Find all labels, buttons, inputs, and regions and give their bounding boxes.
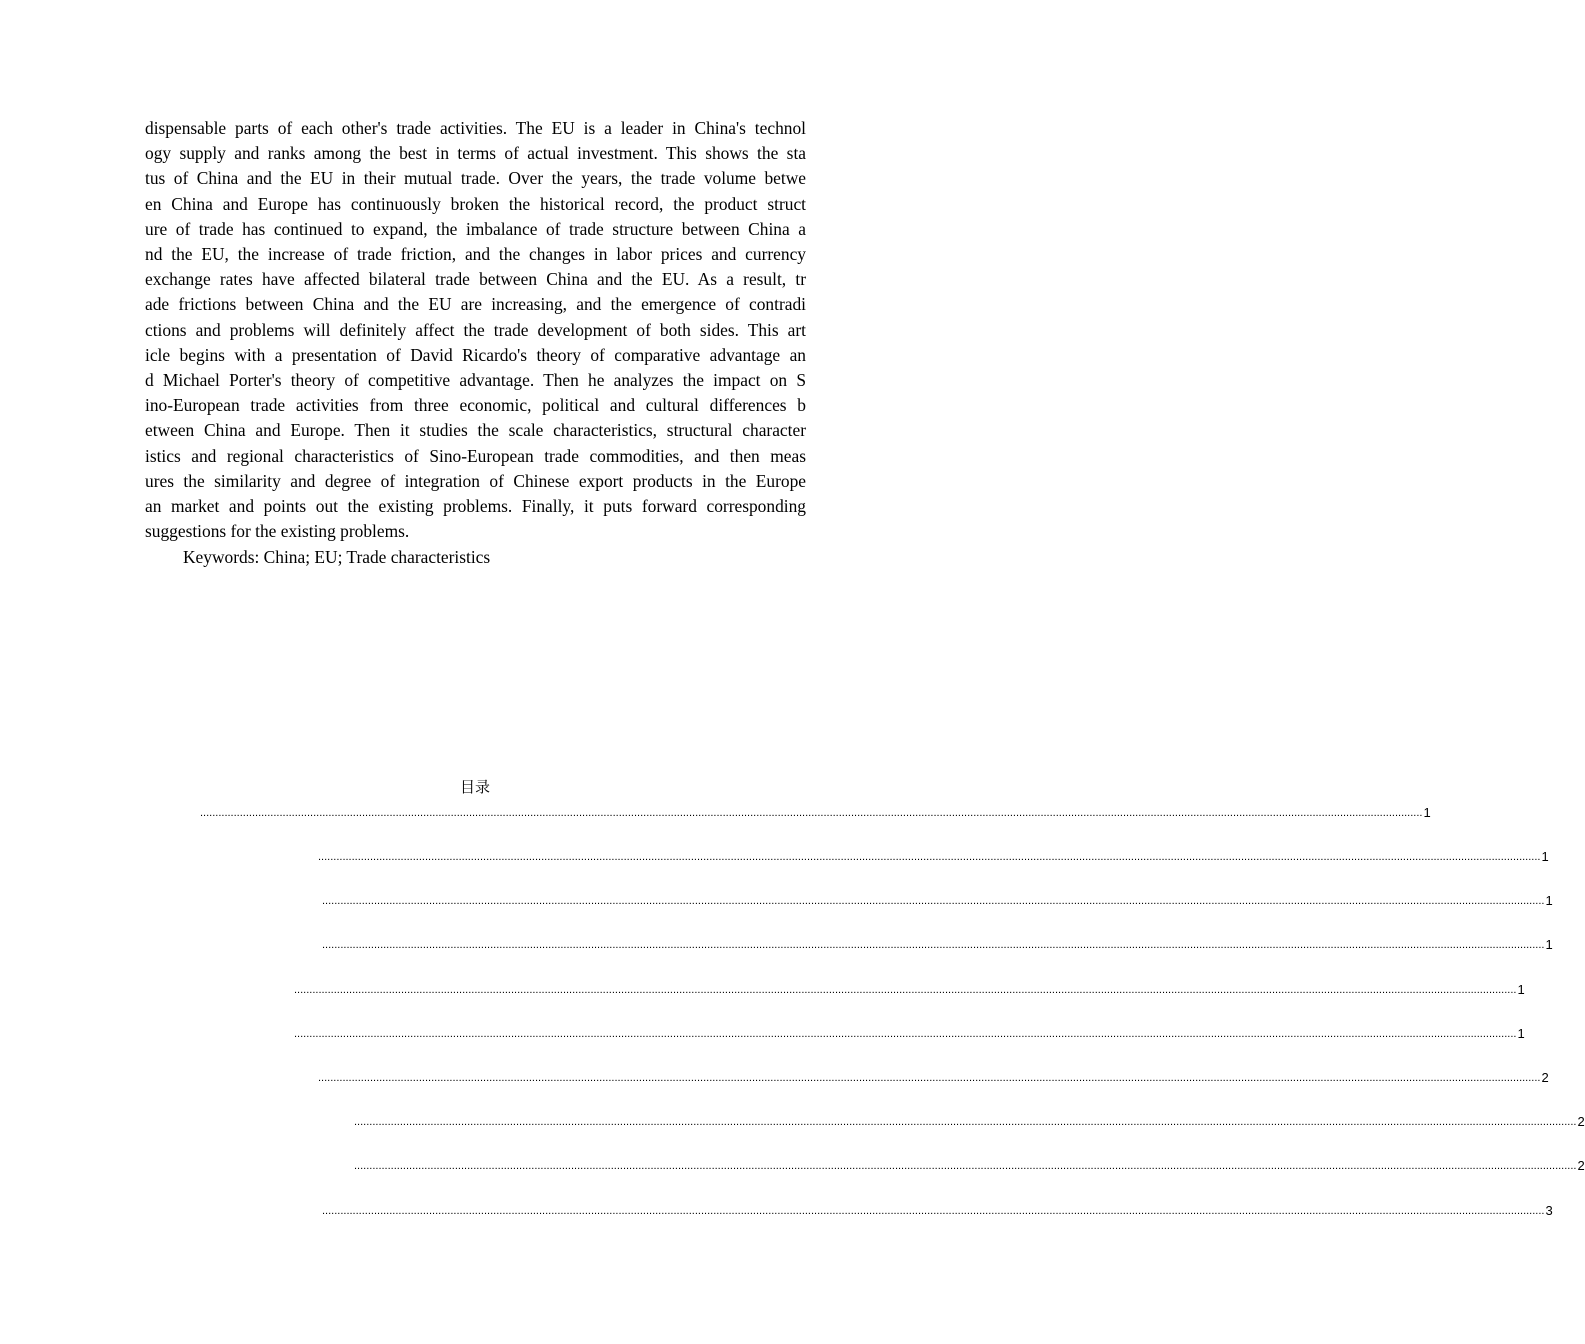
abstract-line: istics and regional characteristics of Sino-European trade commodities, and then meas: [145, 445, 806, 466]
toc-leader-dots: ................................................................................................................................................................................................................................................................................................................................................................................................................: [200, 807, 1423, 819]
abstract-line: ctions and problems will definitely affect the trade development of both sides. This art: [145, 319, 806, 340]
toc-page-number: 1: [1517, 982, 1525, 997]
toc-page-number: 1: [1545, 937, 1553, 952]
toc-entry[interactable]: [294, 1024, 1525, 1042]
abstract-line: nd the EU, the increase of trade friction, and the changes in labor prices and currency: [145, 244, 806, 265]
keywords-line: Keywords: China; EU; Trade characteristics: [183, 547, 491, 567]
toc-page-number: 1: [1541, 849, 1549, 864]
toc-leader-dots: ................................................................................................................................................................................................................................................................................................................................................................................................................: [318, 1072, 1541, 1084]
toc-page-number: 2: [1577, 1158, 1585, 1173]
abstract-line: an market and points out the existing problems. Finally, it puts forward corresponding: [145, 496, 806, 517]
abstract-line: d Michael Porter's theory of competitive advantage. Then he analyzes the impact on S: [145, 370, 806, 391]
toc-entry[interactable]: [322, 891, 1553, 909]
toc-entry[interactable]: [322, 1201, 1553, 1219]
abstract-line: dispensable parts of each other's trade activities. The EU is a leader in China's technol: [145, 118, 806, 138]
toc-page-number: 1: [1545, 893, 1553, 908]
toc-entry[interactable]: [294, 980, 1525, 998]
toc-leader-dots: ................................................................................................................................................................................................................................................................................................................................................................................................................: [354, 1116, 1577, 1128]
abstract-paragraph: [145, 116, 806, 544]
abstract-line: ade frictions between China and the EU are increasing, and the emergence of contradi: [145, 294, 806, 315]
toc-entry[interactable]: [322, 935, 1553, 953]
toc-entry[interactable]: [200, 803, 1431, 821]
abstract-line: ino-European trade activities from three economic, political and cultural differences b: [145, 395, 806, 416]
toc-leader-dots: ................................................................................................................................................................................................................................................................................................................................................................................................................: [294, 984, 1517, 996]
toc-leader-dots: ................................................................................................................................................................................................................................................................................................................................................................................................................: [322, 1205, 1545, 1217]
abstract-line: icle begins with a presentation of David Ricardo's theory of comparative advantage an: [145, 344, 806, 365]
toc-entry[interactable]: [354, 1112, 1585, 1130]
toc-leader-dots: ................................................................................................................................................................................................................................................................................................................................................................................................................: [318, 851, 1541, 863]
toc-page-number: 2: [1541, 1070, 1549, 1085]
toc-page-number: 1: [1423, 805, 1431, 820]
toc-leader-dots: ................................................................................................................................................................................................................................................................................................................................................................................................................: [354, 1160, 1577, 1172]
abstract-line: ures the similarity and degree of integration of Chinese export products in the Europe: [145, 470, 806, 491]
abstract-line: ogy supply and ranks among the best in terms of actual investment. This shows the sta: [145, 143, 806, 164]
toc-entry[interactable]: [354, 1156, 1585, 1174]
toc-leader-dots: ................................................................................................................................................................................................................................................................................................................................................................................................................: [294, 1028, 1517, 1040]
toc-leader-dots: ................................................................................................................................................................................................................................................................................................................................................................................................................: [322, 895, 1545, 907]
abstract-line: en China and Europe has continuously broken the historical record, the product struct: [145, 193, 806, 214]
abstract-line: exchange rates have affected bilateral trade between China and the EU. As a result, tr: [145, 269, 806, 290]
toc-page-number: 3: [1545, 1203, 1553, 1218]
toc-entry[interactable]: [318, 847, 1549, 865]
abstract-line: suggestions for the existing problems.: [145, 521, 410, 542]
abstract-line: etween China and Europe. Then it studies the scale characteristics, structural character: [145, 420, 806, 441]
toc-leader-dots: ................................................................................................................................................................................................................................................................................................................................................................................................................: [322, 939, 1545, 951]
abstract-line: ure of trade has continued to expand, the imbalance of trade structure between China a: [145, 218, 806, 239]
toc-page-number: 1: [1517, 1026, 1525, 1041]
abstract-line: tus of China and the EU in their mutual trade. Over the years, the trade volume betwe: [145, 168, 806, 189]
toc-page-number: 2: [1577, 1114, 1585, 1129]
toc-entry[interactable]: [318, 1068, 1549, 1086]
toc-title: 目录: [459, 778, 490, 796]
